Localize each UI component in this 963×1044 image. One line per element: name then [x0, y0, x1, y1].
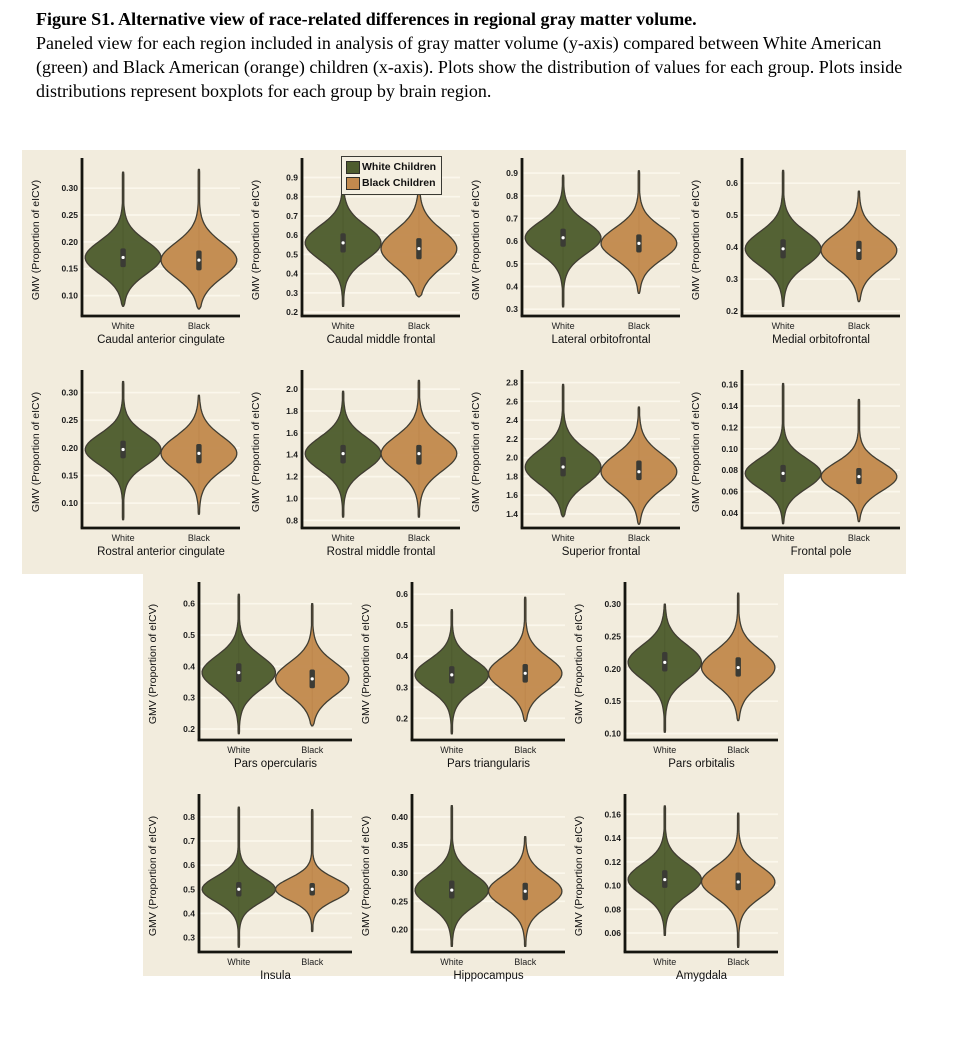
y-tick-label: 1.6 — [286, 427, 298, 438]
x-tick-label-white: White — [331, 321, 355, 331]
y-tick-label: 0.4 — [726, 242, 738, 253]
region-title: Superior frontal — [561, 546, 641, 558]
y-tick-label: 1.4 — [506, 508, 518, 519]
violin-white — [85, 172, 161, 306]
y-tick-label: 1.4 — [286, 449, 298, 460]
y-tick-label: 0.2 — [726, 306, 738, 317]
median-dot — [737, 666, 740, 669]
x-tick-label-black: Black — [301, 957, 324, 967]
violin-chart-amygdala — [571, 788, 784, 986]
y-tick-label: 0.6 — [396, 589, 408, 600]
x-tick-label-black: Black — [187, 533, 210, 543]
median-dot — [237, 671, 240, 674]
x-tick-label-black: Black — [514, 957, 537, 967]
y-tick-label: 0.20 — [391, 924, 408, 935]
y-tick-label: 2.2 — [506, 433, 518, 444]
panel-amygdala — [571, 788, 784, 986]
y-tick-label: 0.12 — [721, 422, 738, 433]
y-tick-label: 0.5 — [726, 210, 738, 221]
violin-chart-pars-opercularis — [145, 576, 358, 774]
x-tick-label-black: Black — [301, 745, 324, 755]
y-tick-label: 0.10 — [61, 290, 78, 301]
x-tick-label-black: Black — [407, 533, 430, 543]
median-dot — [450, 673, 453, 676]
region-title: Pars triangularis — [446, 758, 531, 770]
y-tick-label: 0.30 — [391, 868, 408, 879]
violin-chart-hippocampus — [358, 788, 571, 986]
y-tick-label: 0.08 — [604, 904, 621, 915]
y-tick-label: 0.14 — [721, 400, 738, 411]
y-tick-label: 0.8 — [286, 191, 298, 202]
y-tick-label: 0.30 — [604, 599, 621, 610]
median-dot — [663, 878, 666, 881]
median-dot — [417, 452, 420, 455]
y-tick-label: 0.25 — [391, 896, 408, 907]
median-dot — [781, 247, 784, 250]
median-dot — [857, 475, 860, 478]
x-tick-label-black: Black — [727, 745, 750, 755]
x-tick-label-white: White — [440, 957, 464, 967]
y-axis-label: GMV (Proportion of eICV) — [470, 391, 482, 513]
median-dot — [637, 242, 640, 245]
median-dot — [450, 888, 453, 891]
black-children-swatch-icon — [346, 177, 360, 190]
y-axis-label: GMV (Proportion of eICV) — [470, 179, 482, 301]
x-tick-label-white: White — [653, 745, 677, 755]
legend-item-white-children — [346, 159, 436, 175]
violin-black — [821, 400, 897, 522]
x-tick-label-black: Black — [187, 321, 210, 331]
x-tick-label-black: Black — [847, 533, 870, 543]
y-tick-label: 0.4 — [183, 661, 195, 672]
violin-chart-pars-orbitalis — [571, 576, 784, 774]
x-tick-label-white: White — [331, 533, 355, 543]
y-tick-label: 0.6 — [726, 178, 738, 189]
x-tick-label-white: White — [551, 533, 575, 543]
legend-item-black-children — [346, 175, 436, 191]
region-title: Caudal anterior cingulate — [97, 334, 225, 346]
y-axis-label: GMV (Proportion of eICV) — [690, 179, 702, 301]
y-tick-label: 0.15 — [604, 696, 621, 707]
y-tick-label: 0.10 — [721, 443, 738, 454]
y-tick-label: 0.08 — [721, 465, 738, 476]
violin-black — [161, 169, 237, 309]
violin-black — [489, 597, 562, 721]
y-tick-label: 0.7 — [286, 210, 298, 221]
y-tick-label: 0.10 — [604, 880, 621, 891]
y-tick-label: 0.12 — [604, 856, 621, 867]
y-tick-label: 0.4 — [286, 268, 298, 279]
y-tick-label: 0.4 — [396, 651, 408, 662]
y-tick-label: 0.6 — [506, 236, 518, 247]
y-tick-label: 0.5 — [286, 249, 298, 260]
y-tick-label: 0.30 — [61, 183, 78, 194]
median-dot — [341, 241, 344, 244]
y-tick-label: 1.8 — [506, 471, 518, 482]
legend — [341, 156, 442, 195]
median-dot — [341, 452, 344, 455]
legend-label: White Children — [362, 161, 437, 173]
median-dot — [857, 249, 860, 252]
region-title: Medial orbitofrontal — [772, 334, 870, 346]
y-tick-label: 0.3 — [183, 692, 195, 703]
y-tick-label: 0.3 — [506, 304, 518, 315]
y-tick-label: 0.20 — [61, 442, 78, 453]
y-axis-label: GMV (Proportion of eICV) — [360, 603, 372, 725]
y-tick-label: 0.14 — [604, 833, 621, 843]
y-tick-label: 2.6 — [506, 396, 518, 407]
panel-frontal-pole — [688, 364, 906, 562]
y-axis-label: GMV (Proportion of eICV) — [30, 391, 42, 513]
region-title: Rostral anterior cingulate — [97, 546, 225, 558]
y-axis-label: GMV (Proportion of eICV) — [147, 815, 159, 937]
x-tick-label-black: Black — [727, 957, 750, 967]
y-tick-label: 2.0 — [286, 384, 298, 395]
median-dot — [524, 672, 527, 675]
y-tick-label: 0.35 — [391, 840, 408, 851]
y-tick-label: 0.15 — [61, 263, 78, 274]
y-tick-label: 0.3 — [183, 932, 195, 943]
figure-caption-body: Paneled view for each region included in analysis of gray matter volume (y-axis) compared between White American (green) and Black American (orange) children (x-axis). Plots show the distribution of values for each group. Plots inside distributions represent boxplots for each group by brain region. — [36, 32, 903, 101]
y-tick-label: 0.06 — [721, 486, 738, 497]
violin-white — [745, 170, 821, 306]
y-axis-label: GMV (Proportion of eICV) — [250, 391, 262, 513]
figure-caption-title: Figure S1. Alternative view of race-related differences in regional gray matter volume. — [36, 9, 697, 29]
panel-pars-opercularis — [145, 576, 358, 774]
figure-caption — [36, 8, 922, 104]
violin-chart-lateral-orbitofrontal — [468, 152, 686, 350]
region-title: Pars opercularis — [233, 758, 318, 770]
region-title: Insula — [260, 970, 291, 982]
violin-black — [276, 604, 349, 726]
y-tick-label: 0.3 — [726, 274, 738, 285]
y-tick-label: 0.25 — [604, 631, 621, 642]
panel-pars-triangularis — [358, 576, 571, 774]
y-tick-label: 0.3 — [396, 682, 408, 693]
x-tick-label-white: White — [653, 957, 677, 967]
x-tick-label-white: White — [440, 745, 464, 755]
median-dot — [121, 256, 124, 259]
y-tick-label: 0.10 — [61, 498, 78, 509]
panel-medial-orbitofrontal — [688, 152, 906, 350]
y-axis-label: GMV (Proportion of eICV) — [573, 603, 585, 725]
panel-superior-frontal — [468, 364, 686, 562]
y-tick-label: 0.5 — [506, 258, 518, 269]
y-tick-label: 0.20 — [604, 663, 621, 674]
y-axis-label: GMV (Proportion of eICV) — [690, 391, 702, 513]
y-axis-label: GMV (Proportion of eICV) — [360, 815, 372, 937]
y-tick-label: 0.10 — [604, 728, 621, 739]
region-title: Rostral middle frontal — [326, 546, 436, 558]
x-tick-label-white: White — [771, 533, 795, 543]
x-tick-label-black: Black — [407, 321, 430, 331]
x-tick-label-white: White — [111, 533, 135, 543]
x-tick-label-black: Black — [514, 745, 537, 755]
x-tick-label-white: White — [551, 321, 575, 331]
median-dot — [311, 888, 314, 891]
region-title: Caudal middle frontal — [326, 334, 436, 346]
y-tick-label: 0.15 — [61, 470, 78, 481]
violin-white — [745, 384, 821, 524]
y-tick-label: 0.25 — [61, 415, 78, 426]
y-tick-label: 0.8 — [286, 515, 298, 526]
median-dot — [637, 470, 640, 473]
violin-chart-superior-frontal — [468, 364, 686, 562]
y-tick-label: 0.8 — [506, 190, 518, 201]
y-tick-label: 0.5 — [183, 630, 195, 641]
y-tick-label: 0.7 — [506, 213, 518, 224]
region-title: Amygdala — [675, 970, 728, 982]
legend-label: Black Children — [362, 177, 436, 189]
region-title: Pars orbitalis — [668, 758, 735, 770]
region-title: Hippocampus — [453, 970, 524, 982]
y-axis-label: GMV (Proportion of eICV) — [250, 179, 262, 301]
x-tick-label-black: Black — [847, 321, 870, 331]
violin-chart-rostral-anterior-cingulate — [28, 364, 246, 562]
y-tick-label: 1.8 — [286, 405, 298, 416]
y-tick-label: 0.5 — [183, 884, 195, 895]
violin-chart-pars-triangularis — [358, 576, 571, 774]
violin-chart-insula — [145, 788, 358, 986]
y-axis-label: GMV (Proportion of eICV) — [573, 815, 585, 937]
violin-black — [601, 171, 677, 293]
y-tick-label: 0.8 — [183, 811, 195, 822]
median-dot — [561, 465, 564, 468]
y-tick-label: 0.4 — [183, 908, 195, 919]
median-dot — [524, 890, 527, 893]
y-tick-label: 0.2 — [396, 713, 408, 724]
panel-rostral-anterior-cingulate — [28, 364, 246, 562]
violin-chart-caudal-anterior-cingulate — [28, 152, 246, 350]
y-tick-label: 1.0 — [286, 493, 298, 504]
y-tick-label: 0.06 — [604, 928, 621, 938]
y-tick-label: 0.7 — [183, 836, 195, 847]
region-title: Lateral orbitofrontal — [551, 334, 651, 346]
violin-white — [525, 384, 601, 516]
x-tick-label-white: White — [111, 321, 135, 331]
panel-lateral-orbitofrontal — [468, 152, 686, 350]
median-dot — [561, 236, 564, 239]
y-tick-label: 1.2 — [286, 471, 298, 482]
y-tick-label: 0.04 — [721, 508, 738, 519]
y-axis-label: GMV (Proportion of eICV) — [30, 179, 42, 301]
y-tick-label: 0.2 — [286, 307, 298, 318]
y-tick-label: 0.25 — [61, 210, 78, 221]
median-dot — [121, 448, 124, 451]
violin-chart-frontal-pole — [688, 364, 906, 562]
y-tick-label: 1.6 — [506, 490, 518, 501]
y-tick-label: 0.6 — [183, 598, 195, 609]
panel-insula — [145, 788, 358, 986]
median-dot — [237, 888, 240, 891]
y-tick-label: 0.4 — [506, 281, 518, 292]
y-tick-label: 2.8 — [506, 377, 518, 388]
violin-white — [415, 806, 488, 947]
median-dot — [663, 661, 666, 664]
panel-caudal-anterior-cingulate — [28, 152, 246, 350]
y-tick-label: 0.30 — [61, 387, 78, 398]
median-dot — [197, 452, 200, 455]
violin-white — [202, 807, 275, 947]
y-tick-label: 0.16 — [604, 809, 621, 820]
median-dot — [417, 247, 420, 250]
median-dot — [737, 880, 740, 883]
y-tick-label: 2.0 — [506, 452, 518, 463]
y-tick-label: 0.9 — [506, 168, 518, 179]
median-dot — [781, 472, 784, 475]
y-tick-label: 2.4 — [506, 415, 518, 426]
figure-area — [0, 144, 963, 1004]
region-title: Frontal pole — [790, 546, 852, 558]
y-tick-label: 0.40 — [391, 811, 408, 822]
x-tick-label-black: Black — [627, 533, 650, 543]
y-tick-label: 0.16 — [721, 379, 738, 390]
y-tick-label: 0.6 — [183, 860, 195, 871]
x-tick-label-black: Black — [627, 321, 650, 331]
violin-chart-medial-orbitofrontal — [688, 152, 906, 350]
white-children-swatch-icon — [346, 161, 360, 174]
y-tick-label: 0.2 — [183, 724, 195, 735]
panel-pars-orbitalis — [571, 576, 784, 774]
x-tick-label-white: White — [227, 745, 251, 755]
y-tick-label: 0.6 — [286, 230, 298, 241]
panel-hippocampus — [358, 788, 571, 986]
panel-rostral-middle-frontal — [248, 364, 466, 562]
median-dot — [311, 677, 314, 680]
x-tick-label-white: White — [771, 321, 795, 331]
x-tick-label-white: White — [227, 957, 251, 967]
y-tick-label: 0.5 — [396, 620, 408, 631]
median-dot — [197, 259, 200, 262]
y-tick-label: 0.9 — [286, 172, 298, 183]
y-tick-label: 0.3 — [286, 287, 298, 298]
y-axis-label: GMV (Proportion of eICV) — [147, 603, 159, 725]
violin-chart-rostral-middle-frontal — [248, 364, 466, 562]
y-tick-label: 0.20 — [61, 236, 78, 247]
